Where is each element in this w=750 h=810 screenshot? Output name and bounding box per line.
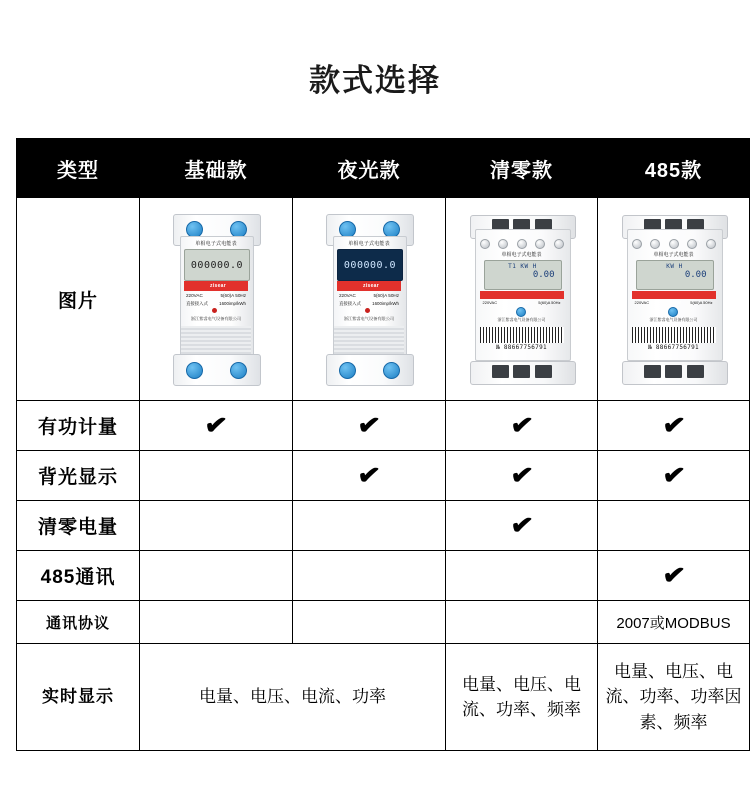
- meter-485-barcode-number: № 88667756791: [648, 344, 699, 351]
- table-row-image: [17, 198, 750, 401]
- row-label-backlight-display: 背光显示: [17, 451, 140, 501]
- check-mark: ✔: [508, 408, 535, 442]
- meter-basic-indicator-dot: [212, 308, 217, 313]
- meter-485-spec-left: 220VAC: [634, 300, 650, 305]
- row-label-realtime-display: 实时显示: [17, 644, 140, 751]
- meter-485-button: [668, 307, 678, 317]
- cell-image-485: [598, 198, 750, 401]
- cell-backlight-backlight: [293, 451, 446, 501]
- meter-485-maker: 浙江紫睿电气设备有限公司: [649, 317, 698, 322]
- table-header: [17, 139, 750, 198]
- meter-backlight-spec-right: 5(60)A 50Hz: [373, 293, 399, 298]
- cell-realtime-reset: 电量、电压、电流、功率、频率: [446, 644, 598, 751]
- cell-image-reset: [446, 198, 598, 401]
- cell-active-backlight: [293, 401, 446, 451]
- meter-reset-maker: 浙江紫睿电气设备有限公司: [497, 317, 546, 322]
- meter-485-title: 单相电子式电能表: [653, 252, 694, 258]
- header-485: 485款: [598, 139, 750, 198]
- table-row-reset-energy: [17, 501, 750, 551]
- cell-protocol-backlight: [293, 601, 446, 644]
- cell-active-485: [598, 401, 750, 451]
- spec-table: [16, 138, 750, 751]
- meter-reset-button: [516, 307, 526, 317]
- table-header-row: [17, 139, 750, 198]
- cell-protocol-485: 2007或MODBUS: [598, 601, 750, 644]
- table-row-active-metering: [17, 401, 750, 451]
- table-body: [17, 198, 750, 751]
- meter-backlight-top-label: 单相电子式电能表: [348, 241, 390, 247]
- meter-backlight-spec2-left: 直接接入式: [339, 301, 361, 306]
- row-label-protocol: 通讯协议: [17, 601, 140, 644]
- meter-backlight-illustration: [326, 214, 412, 384]
- meter-reset-lcd-row2: 0.00: [532, 270, 555, 280]
- table-row-realtime-display: [17, 644, 750, 751]
- meter-485-barcode: [632, 327, 716, 343]
- check-mark: ✔: [508, 458, 535, 492]
- row-label-reset-energy: 清零电量: [17, 501, 140, 551]
- check-mark: ✔: [660, 558, 687, 592]
- row-label-active-metering: 有功计量: [17, 401, 140, 451]
- meter-basic-lcd: 000000.0: [190, 259, 244, 271]
- cell-image-basic: [140, 198, 293, 401]
- meter-backlight-spec-left: 220VAC: [339, 293, 356, 298]
- cell-reset-485: [598, 501, 750, 551]
- meter-reset-spec-left: 220VAC: [482, 300, 498, 305]
- meter-485-illustration: [622, 215, 726, 383]
- cell-realtime-485: 电量、电压、电流、功率、功率因素、频率: [598, 644, 750, 751]
- cell-protocol-reset: [446, 601, 598, 644]
- cell-image-backlight: [293, 198, 446, 401]
- cell-backlight-485: [598, 451, 750, 501]
- cell-backlight-basic: [140, 451, 293, 501]
- meter-reset-spec-right: 5(60)A 50Hz: [538, 300, 561, 305]
- meter-reset-brand: zisear: [517, 300, 529, 305]
- meter-basic-spec2-right: 1600imp/kWh: [219, 301, 246, 306]
- cell-reset-basic: [140, 501, 293, 551]
- meter-backlight-indicator-dot: [365, 308, 370, 313]
- header-type: 类型: [17, 139, 140, 198]
- meter-reset-illustration: [470, 215, 574, 383]
- cell-active-basic: [140, 401, 293, 451]
- meter-backlight-lcd: 000000.0: [343, 259, 397, 271]
- meter-485-lcd-row2: 0.00: [684, 270, 707, 280]
- meter-485-spec-right: 5(60)A 50Hz: [690, 300, 713, 305]
- meter-reset-barcode: [480, 327, 564, 343]
- meter-485-brand: zisear: [669, 300, 681, 305]
- meter-basic-spec-left: 220VAC: [186, 293, 203, 298]
- cell-reset-backlight: [293, 501, 446, 551]
- cell-protocol-basic: [140, 601, 293, 644]
- meter-basic-illustration: [173, 214, 259, 384]
- row-label-485-comm: 485通讯: [17, 551, 140, 601]
- table-row-backlight-display: [17, 451, 750, 501]
- check-mark: ✔: [356, 408, 382, 442]
- meter-backlight-brand: zisear: [363, 283, 379, 289]
- cell-backlight-reset: [446, 451, 598, 501]
- meter-basic-maker: 浙江紫睿电气设备有限公司: [190, 316, 242, 321]
- meter-basic-spec2-left: 直接接入式: [186, 301, 208, 306]
- meter-reset-barcode-number: № 88667756791: [496, 344, 547, 351]
- row-label-image: 图片: [17, 198, 140, 401]
- table-row-485-comm: [17, 551, 750, 601]
- cell-reset-reset: [446, 501, 598, 551]
- meter-485-lcd-row1: KW H: [666, 263, 683, 270]
- header-basic: 基础款: [140, 139, 293, 198]
- meter-reset-title: 单相电子式电能表: [501, 252, 542, 258]
- page-title: 款式选择: [309, 63, 441, 98]
- cell-realtime-basic-backlight: 电量、电压、电流、功率: [140, 644, 446, 751]
- cell-active-reset: [446, 401, 598, 451]
- meter-basic-brand: zisear: [210, 283, 226, 289]
- header-reset: 清零款: [446, 139, 598, 198]
- check-mark: ✔: [660, 408, 687, 442]
- meter-basic-spec-right: 5(60)A 50Hz: [220, 293, 246, 298]
- table-row-protocol: [17, 601, 750, 644]
- cell-485comm-reset: [446, 551, 598, 601]
- check-mark: ✔: [508, 508, 535, 542]
- meter-backlight-maker: 浙江紫睿电气设备有限公司: [343, 316, 395, 321]
- meter-basic-top-label: 单相电子式电能表: [195, 241, 237, 247]
- meter-backlight-spec2-right: 1600imp/kWh: [372, 301, 399, 306]
- check-mark: ✔: [203, 408, 229, 442]
- cell-485comm-485: [598, 551, 750, 601]
- cell-485comm-basic: [140, 551, 293, 601]
- meter-reset-lcd-row1: T1 KW H: [508, 263, 537, 270]
- header-backlight: 夜光款: [293, 139, 446, 198]
- check-mark: ✔: [356, 458, 382, 492]
- cell-485comm-backlight: [293, 551, 446, 601]
- check-mark: ✔: [660, 458, 687, 492]
- spec-table-container: [16, 138, 742, 751]
